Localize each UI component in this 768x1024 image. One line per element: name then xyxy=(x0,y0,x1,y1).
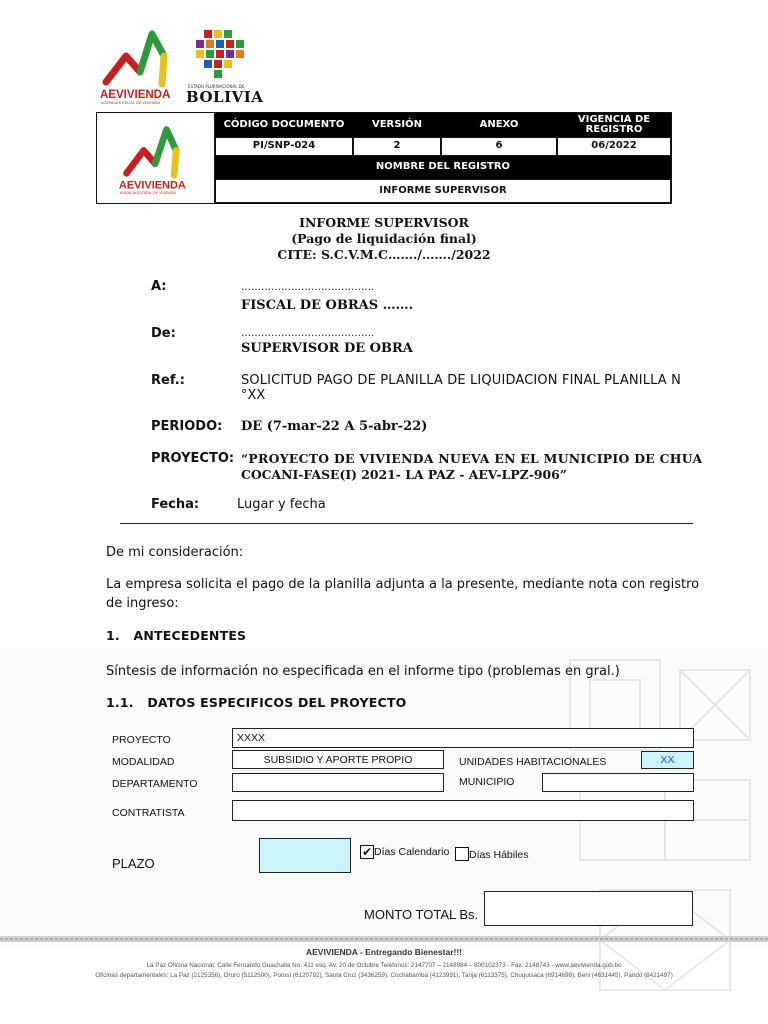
footer-address-line: La Paz Oficina Nacional: Calle Fernando Guachalla No. 411 esq. Av. 20 de Octubre Teléfonos: 2147707 – 2148984 – 800102373 - Fax: 2148743 - www.aevivienda.gob.bo xyxy=(146,962,622,969)
form-proyecto-value: XXXX xyxy=(237,732,266,744)
form-proyecto-label: PROYECTO xyxy=(112,734,171,746)
header-col-version: VERSIÓN xyxy=(353,113,441,137)
form-monto-label: MONTO TOTAL Bs. xyxy=(364,907,479,922)
form-unidades-value: XX xyxy=(660,754,675,766)
document-title: INFORME SUPERVISOR xyxy=(299,215,469,230)
field-proyecto-value-line1: “PROYECTO DE VIVIENDA NUEVA EN EL MUNICIPIO DE CHUA xyxy=(241,451,703,466)
footer-offices-line: Oficinas departamentales: La Paz (2125356), Oruro (5112500), Potosí (6120792), Santa Cruz (3436259), Cochabamba (4123991), Tarija (6113375), Chuquisaca (6914698), Beni (4631445), Pando (8421497) xyxy=(95,972,673,979)
form-plazo-label: PLAZO xyxy=(112,856,155,871)
document-header-table xyxy=(96,112,672,204)
field-periodo-value: DE (7-mar-22 A 5-abr-22) xyxy=(241,419,428,434)
field-fecha-label: Fecha: xyxy=(151,497,200,512)
footer-decorative-band xyxy=(0,934,768,944)
field-proyecto-label: PROYECTO: xyxy=(151,451,235,466)
field-ref-value-line1: SOLICITUD PAGO DE PLANILLA DE LIQUIDACION FINAL PLANILLA N xyxy=(241,373,682,388)
form-modalidad-field[interactable] xyxy=(232,750,444,769)
header-val-vigencia: 06/2022 xyxy=(557,137,671,156)
aevivienda-logo xyxy=(100,28,184,106)
form-modalidad-value: SUBSIDIO Y APORTE PROPIO xyxy=(263,753,413,766)
field-ref-value-line2: °XX xyxy=(241,388,266,403)
section-datos-heading: 1.1. DATOS ESPECIFICOS DEL PROYECTO xyxy=(106,695,407,710)
field-a-value: FISCAL DE OBRAS ……. xyxy=(241,298,414,313)
form-modalidad-label: MODALIDAD xyxy=(112,756,175,768)
intro-text-line1: La empresa solicita el pago de la planilla adjunta a la presente, mediante nota con registro xyxy=(106,577,700,592)
header-val-version: 2 xyxy=(353,137,441,156)
header-logo-cell xyxy=(97,113,215,203)
dias-habiles-label: Días Hábiles xyxy=(469,849,529,861)
aevivienda-subtitle: AGENCIA ESTATAL DE VIVIENDA xyxy=(101,101,160,105)
field-de-value: SUPERVISOR DE OBRA xyxy=(241,341,413,356)
form-municipio-field[interactable] xyxy=(542,773,694,792)
form-municipio-label: MUNICIPIO xyxy=(459,776,515,788)
form-plazo-field[interactable] xyxy=(259,838,351,873)
field-periodo-label: PERIODO: xyxy=(151,419,223,434)
section-antecedentes-heading: 1. ANTECEDENTES xyxy=(106,628,247,643)
dias-calendario-label: Días Calendario xyxy=(374,846,450,858)
header-nombre-label: NOMBRE DEL REGISTRO xyxy=(215,156,671,179)
form-departamento-field[interactable] xyxy=(232,773,444,792)
field-a-label: A: xyxy=(151,279,167,294)
form-proyecto-field[interactable] xyxy=(232,728,694,748)
dias-calendario-checkbox[interactable]: ✔ xyxy=(361,845,373,859)
header-col-vigencia: VIGENCIA DE REGISTRO xyxy=(557,113,671,137)
greeting-text: De mi consideración: xyxy=(106,545,244,560)
form-unidades-field[interactable] xyxy=(641,751,694,769)
form-contratista-field[interactable] xyxy=(232,800,694,821)
header-col-codigo: CÓDIGO DOCUMENTO xyxy=(215,113,353,137)
svg-text:AEVIVIENDA: AEVIVIENDA xyxy=(118,179,186,192)
header-val-anexo: 6 xyxy=(441,137,557,156)
estado-plurinacional-text: ESTADO PLURINACIONAL DE xyxy=(188,84,245,89)
form-monto-field[interactable] xyxy=(484,891,693,926)
dias-habiles-checkbox[interactable] xyxy=(455,847,469,861)
footer-title: AEVIVIENDA - Entregando Bienestar!!! xyxy=(305,947,462,957)
form-departamento-label: DEPARTAMENTO xyxy=(112,778,198,790)
header-nombre-value: INFORME SUPERVISOR xyxy=(215,179,671,203)
header-val-codigo: PI/SNP-024 xyxy=(215,137,353,156)
document-subtitle: (Pago de liquidación final) xyxy=(291,231,477,246)
bolivia-emblem-icon xyxy=(190,28,246,80)
field-de-dots: …………………………………. xyxy=(241,328,375,339)
field-fecha-value: Lugar y fecha xyxy=(237,497,326,512)
intro-text-line2: de ingreso: xyxy=(106,596,179,611)
document-cite: CITE: S.C.V.M.C……./……./2022 xyxy=(277,247,491,262)
aevivienda-header-logo xyxy=(117,119,197,199)
header-divider xyxy=(120,523,693,524)
form-unidades-label: UNIDADES HABITACIONALES xyxy=(459,756,607,768)
aevivienda-wordmark: AEVIVIENDA xyxy=(100,89,171,101)
field-ref-label: Ref.: xyxy=(151,373,185,388)
header-col-anexo: ANEXO xyxy=(441,113,557,137)
field-a-dots: …………………………………. xyxy=(241,282,375,293)
field-de-label: De: xyxy=(151,326,176,341)
field-proyecto-value-line2: COCANI-FASE(I) 2021- LA PAZ - AEV-LPZ-906” xyxy=(241,467,567,482)
svg-text:AGENCIA ESTATAL DE VIVIENDA: AGENCIA ESTATAL DE VIVIENDA xyxy=(119,191,176,196)
bolivia-wordmark: BOLIVIA xyxy=(186,88,264,106)
section-antecedentes-text: Síntesis de información no especificada en el informe tipo (problemas en gral.) xyxy=(106,664,620,679)
form-contratista-label: CONTRATISTA xyxy=(112,807,185,819)
